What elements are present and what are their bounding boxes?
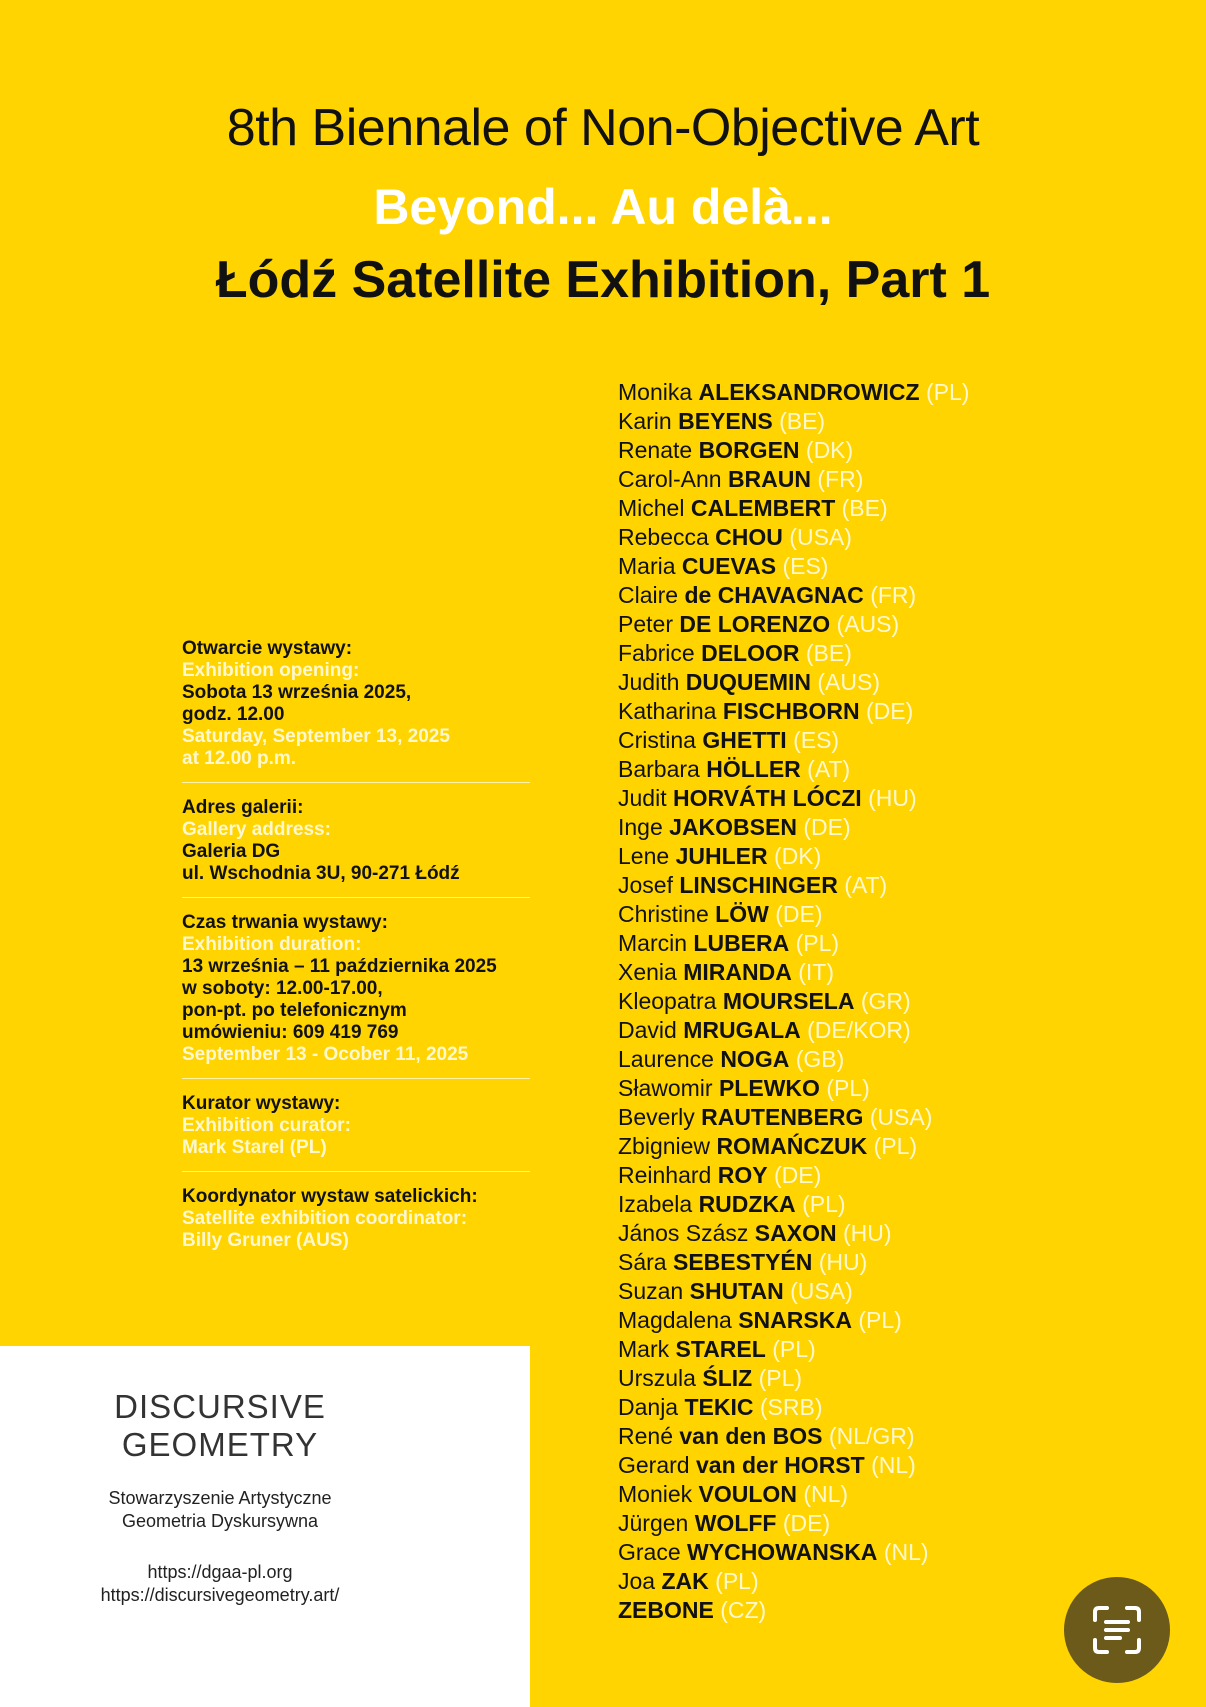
artist-item (618, 697, 1178, 726)
artist-country: (NL) (803, 1481, 849, 1507)
duration-hours-1: w soboty: 12.00-17.00, (182, 978, 383, 999)
artist-item (618, 784, 1178, 813)
artist-country: (PL) (925, 379, 970, 405)
artist-last-name: van der HORST (695, 1452, 865, 1478)
artist-first-name: Grace (618, 1539, 681, 1565)
artist-country: (DE) (773, 1162, 822, 1188)
organizer-panel (0, 1346, 530, 1707)
artist-last-name: WOLFF (694, 1510, 777, 1536)
artist-first-name: Cristina (618, 727, 696, 753)
logo-geometry: GEOMETRY (121, 1426, 319, 1463)
artist-item (618, 581, 1178, 610)
artist-first-name: Magdalena (618, 1307, 732, 1333)
artist-country: (AUS) (836, 611, 900, 637)
artist-last-name: DUQUEMIN (685, 669, 811, 695)
artist-first-name: Moniek (618, 1481, 693, 1507)
artist-first-name: René (618, 1423, 673, 1449)
artist-item (618, 871, 1178, 900)
coordinator-label-en: Satellite exhibition coordinator: (182, 1208, 468, 1229)
artist-country: (HU) (868, 785, 917, 811)
artist-country: (USA) (790, 1278, 853, 1304)
artist-item (618, 1277, 1178, 1306)
artist-first-name: Karin (618, 408, 672, 434)
artist-country: (BE) (841, 495, 888, 521)
artist-country: (NL) (871, 1452, 916, 1478)
artist-item (618, 1074, 1178, 1103)
artist-country: (FR) (817, 466, 864, 492)
artist-first-name: Rebecca (618, 524, 709, 550)
artist-item (618, 1509, 1178, 1538)
artist-country: (DE) (803, 814, 851, 840)
artist-last-name: CUEVAS (681, 553, 777, 579)
artist-first-name: Barbara (618, 756, 700, 782)
text-scan-icon (1091, 1604, 1143, 1656)
curator-label-en: Exhibition curator: (182, 1115, 351, 1136)
artist-item (618, 407, 1178, 436)
artist-last-name: ROMAŃCZUK (716, 1133, 868, 1159)
artist-last-name: BEYENS (678, 408, 773, 434)
curator-label-pl: Kurator wystawy: (182, 1093, 341, 1114)
artist-last-name: SAXON (754, 1220, 837, 1246)
artist-last-name: MIRANDA (683, 959, 792, 985)
gallery-street: ul. Wschodnia 3U, 90-271 Łódź (182, 863, 460, 884)
artist-last-name: CALEMBERT (690, 495, 836, 521)
artist-first-name: Peter (618, 611, 673, 637)
coordinator-name: Billy Gruner (AUS) (182, 1230, 349, 1251)
artist-last-name: DELOOR (701, 640, 800, 666)
artist-first-name: Danja (618, 1394, 679, 1420)
artist-last-name: NOGA (720, 1046, 790, 1072)
artist-last-name: ŚLIZ (702, 1365, 753, 1391)
artist-country: (AT) (807, 756, 851, 782)
duration-range-pl: 13 września – 11 października 2025 (182, 956, 497, 977)
artist-country: (BE) (805, 640, 852, 666)
artist-item (618, 813, 1178, 842)
artist-last-name: SHUTAN (689, 1278, 784, 1304)
artist-country: (HU) (818, 1249, 868, 1275)
artist-item (618, 755, 1178, 784)
artist-item (618, 842, 1178, 871)
artist-first-name: Maria (618, 553, 676, 579)
artist-item (618, 1016, 1178, 1045)
duration-hours-3: umówieniu: 609 419 769 (182, 1022, 399, 1043)
artist-first-name: Michel (618, 495, 685, 521)
artist-first-name: Sára (618, 1249, 667, 1275)
artist-item (618, 465, 1178, 494)
artist-first-name: Laurence (618, 1046, 714, 1072)
duration-label-pl: Czas trwania wystawy: (182, 912, 388, 933)
artist-last-name: GHETTI (702, 727, 787, 753)
address-label-pl: Adres galerii: (182, 797, 304, 818)
artist-item (618, 610, 1178, 639)
artist-item (618, 1248, 1178, 1277)
org-name-line2: Geometria Dyskursywna (121, 1511, 319, 1531)
opening-time-en: at 12.00 p.m. (182, 748, 297, 769)
artist-first-name: Renate (618, 437, 693, 463)
artist-first-name: Fabrice (618, 640, 695, 666)
artist-country: (DE) (775, 901, 823, 927)
artist-first-name: Zbigniew (618, 1133, 711, 1159)
artist-item (618, 929, 1178, 958)
artist-item (618, 1045, 1178, 1074)
artist-country: (PL) (802, 1191, 846, 1217)
artist-first-name: Monika (618, 379, 693, 405)
artist-country: (BE) (779, 408, 826, 434)
artist-item (618, 523, 1178, 552)
artist-country: (USA) (869, 1104, 933, 1130)
org-name-line1: Stowarzyszenie Artystyczne (108, 1488, 332, 1508)
coordinator-label-pl: Koordynator wystaw satelickich: (182, 1186, 478, 1207)
artist-item (618, 378, 1178, 407)
artist-item (618, 1335, 1178, 1364)
artist-country: (PL) (758, 1365, 803, 1391)
title-biennale: 8th Biennale of Non-Objective Art (226, 99, 980, 157)
artist-last-name: LÖW (715, 901, 769, 927)
artist-last-name: BORGEN (698, 437, 800, 463)
artist-first-name: Sławomir (618, 1075, 713, 1101)
duration-range-en: September 13 - Ocober 11, 2025 (182, 1044, 469, 1065)
artist-last-name: MRUGALA (683, 1017, 801, 1043)
artist-first-name: Izabela (618, 1191, 693, 1217)
title-satellite-exhibition: Łódź Satellite Exhibition, Part 1 (215, 251, 991, 309)
artist-country: (NL) (883, 1539, 929, 1565)
artist-country: (NL/GR) (828, 1423, 915, 1449)
artist-first-name: Reinhard (618, 1162, 712, 1188)
artist-first-name: Carol-Ann (618, 466, 722, 492)
artist-first-name: Marcin (618, 930, 688, 956)
opening-date-en: Saturday, September 13, 2025 (182, 726, 450, 747)
duration-label-en: Exhibition duration: (182, 934, 362, 955)
artist-item (618, 639, 1178, 668)
artist-last-name: van den BOS (679, 1423, 823, 1449)
artist-country: (FR) (870, 582, 917, 608)
artist-last-name: LINSCHINGER (679, 872, 838, 898)
artist-first-name: Jürgen (618, 1510, 689, 1536)
artist-last-name: JAKOBSEN (669, 814, 797, 840)
artist-country: (GR) (860, 988, 911, 1014)
artist-item (618, 1190, 1178, 1219)
artist-first-name: Kleopatra (618, 988, 717, 1014)
artist-last-name: LUBERA (693, 930, 790, 956)
artist-country: (ES) (782, 553, 829, 579)
artist-last-name: de CHAVAGNAC (684, 582, 864, 608)
artist-first-name: David (618, 1017, 677, 1043)
artist-last-name: HÖLLER (706, 756, 801, 782)
artist-last-name: RAUTENBERG (701, 1104, 864, 1130)
artist-country: (PL) (715, 1568, 759, 1594)
artist-first-name: Joa (618, 1568, 656, 1594)
artist-country: (PL) (772, 1336, 816, 1362)
info-coordinator (182, 1186, 530, 1264)
artist-last-name: DE LORENZO (679, 611, 831, 637)
title-beyond: Beyond... Au delà... (373, 179, 833, 235)
exhibition-info (182, 638, 530, 1278)
artist-country: (DK) (805, 437, 854, 463)
artist-last-name: STAREL (675, 1336, 766, 1362)
artist-item (618, 1538, 1178, 1567)
artist-first-name: Suzan (618, 1278, 684, 1304)
opening-date-pl: Sobota 13 września 2025, (182, 682, 412, 703)
artist-country: (AUS) (817, 669, 881, 695)
artist-list (618, 378, 1178, 1625)
artist-last-name: ALEKSANDROWICZ (698, 379, 920, 405)
artist-last-name: HORVÁTH LÓCZI (672, 785, 862, 811)
info-opening (182, 638, 530, 783)
artist-last-name: PLEWKO (718, 1075, 820, 1101)
artist-item (618, 987, 1178, 1016)
artist-item (618, 1422, 1178, 1451)
artist-last-name: BRAUN (727, 466, 811, 492)
artist-item (618, 958, 1178, 987)
artist-first-name: Mark (618, 1336, 670, 1362)
artist-last-name: VOULON (698, 1481, 797, 1507)
artist-last-name: MOURSELA (722, 988, 855, 1014)
duration-hours-2: pon-pt. po telefonicznym (182, 1000, 407, 1021)
artist-country: (IT) (798, 959, 834, 985)
artist-country: (CZ) (720, 1597, 767, 1623)
curator-name: Mark Starel (PL) (182, 1137, 327, 1158)
artist-country: (HU) (842, 1220, 892, 1246)
artist-item (618, 1393, 1178, 1422)
artist-first-name: Judit (618, 785, 667, 811)
artist-item (618, 1161, 1178, 1190)
artist-last-name: SNARSKA (738, 1307, 852, 1333)
artist-country: (PL) (795, 930, 840, 956)
opening-label-pl: Otwarcie wystawy: (182, 638, 353, 659)
artist-last-name: FISCHBORN (722, 698, 860, 724)
artist-first-name: Josef (618, 872, 673, 898)
artist-first-name: Christine (618, 901, 709, 927)
artist-first-name: Gerard (618, 1452, 690, 1478)
info-address (182, 797, 530, 898)
artist-country: (SRB) (759, 1394, 823, 1420)
artist-item (618, 1480, 1178, 1509)
artist-country: (DE) (782, 1510, 831, 1536)
artist-last-name: ZAK (661, 1568, 709, 1594)
artist-country: (PL) (826, 1075, 870, 1101)
artist-item (618, 1132, 1178, 1161)
info-duration (182, 912, 530, 1079)
artist-country: (GB) (795, 1046, 845, 1072)
artist-item (618, 552, 1178, 581)
artist-first-name: Lene (618, 843, 670, 869)
artist-country: (DE) (865, 698, 914, 724)
url-dgaa[interactable]: https://dgaa-pl.org (147, 1562, 293, 1582)
artist-first-name: Urszula (618, 1365, 696, 1391)
artist-country: (USA) (789, 524, 852, 550)
artist-first-name: Xenia (618, 959, 677, 985)
artist-last-name: TEKIC (684, 1394, 754, 1420)
artist-first-name: Judith (618, 669, 680, 695)
artist-last-name: ZEBONE (618, 1597, 714, 1623)
artist-first-name: Claire (618, 582, 679, 608)
artist-country: (DE/KOR) (807, 1017, 911, 1043)
artist-item (618, 726, 1178, 755)
artist-last-name: JUHLER (675, 843, 768, 869)
artist-item (618, 900, 1178, 929)
gallery-name: Galeria DG (182, 841, 281, 862)
artist-last-name: CHOU (715, 524, 783, 550)
artist-country: (PL) (858, 1307, 902, 1333)
artist-item (618, 1103, 1178, 1132)
opening-time-pl: godz. 12.00 (182, 704, 285, 725)
artist-country: (AT) (844, 872, 888, 898)
artist-item (618, 668, 1178, 697)
artist-last-name: WYCHOWANSKA (687, 1539, 878, 1565)
address-label-en: Gallery address: (182, 819, 331, 840)
text-scan-button[interactable] (1064, 1577, 1170, 1683)
artist-first-name: János Szász (618, 1220, 749, 1246)
logo-discursive: DISCURSIVE (114, 1388, 326, 1425)
artist-country: (PL) (873, 1133, 918, 1159)
info-curator (182, 1093, 530, 1172)
url-discursivegeometry[interactable]: https://discursivegeometry.art/ (100, 1585, 340, 1605)
artist-item (618, 1451, 1178, 1480)
artist-item (618, 1364, 1178, 1393)
artist-first-name: Inge (618, 814, 663, 840)
artist-country: (ES) (793, 727, 840, 753)
artist-first-name: Katharina (618, 698, 717, 724)
artist-item (618, 1306, 1178, 1335)
artist-country: (DK) (773, 843, 822, 869)
artist-first-name: Beverly (618, 1104, 695, 1130)
artist-item (618, 436, 1178, 465)
artist-item (618, 1219, 1178, 1248)
artist-last-name: RUDZKA (698, 1191, 796, 1217)
artist-last-name: SEBESTYÉN (672, 1249, 813, 1275)
artist-item (618, 494, 1178, 523)
artist-last-name: ROY (717, 1162, 768, 1188)
opening-label-en: Exhibition opening: (182, 660, 360, 681)
